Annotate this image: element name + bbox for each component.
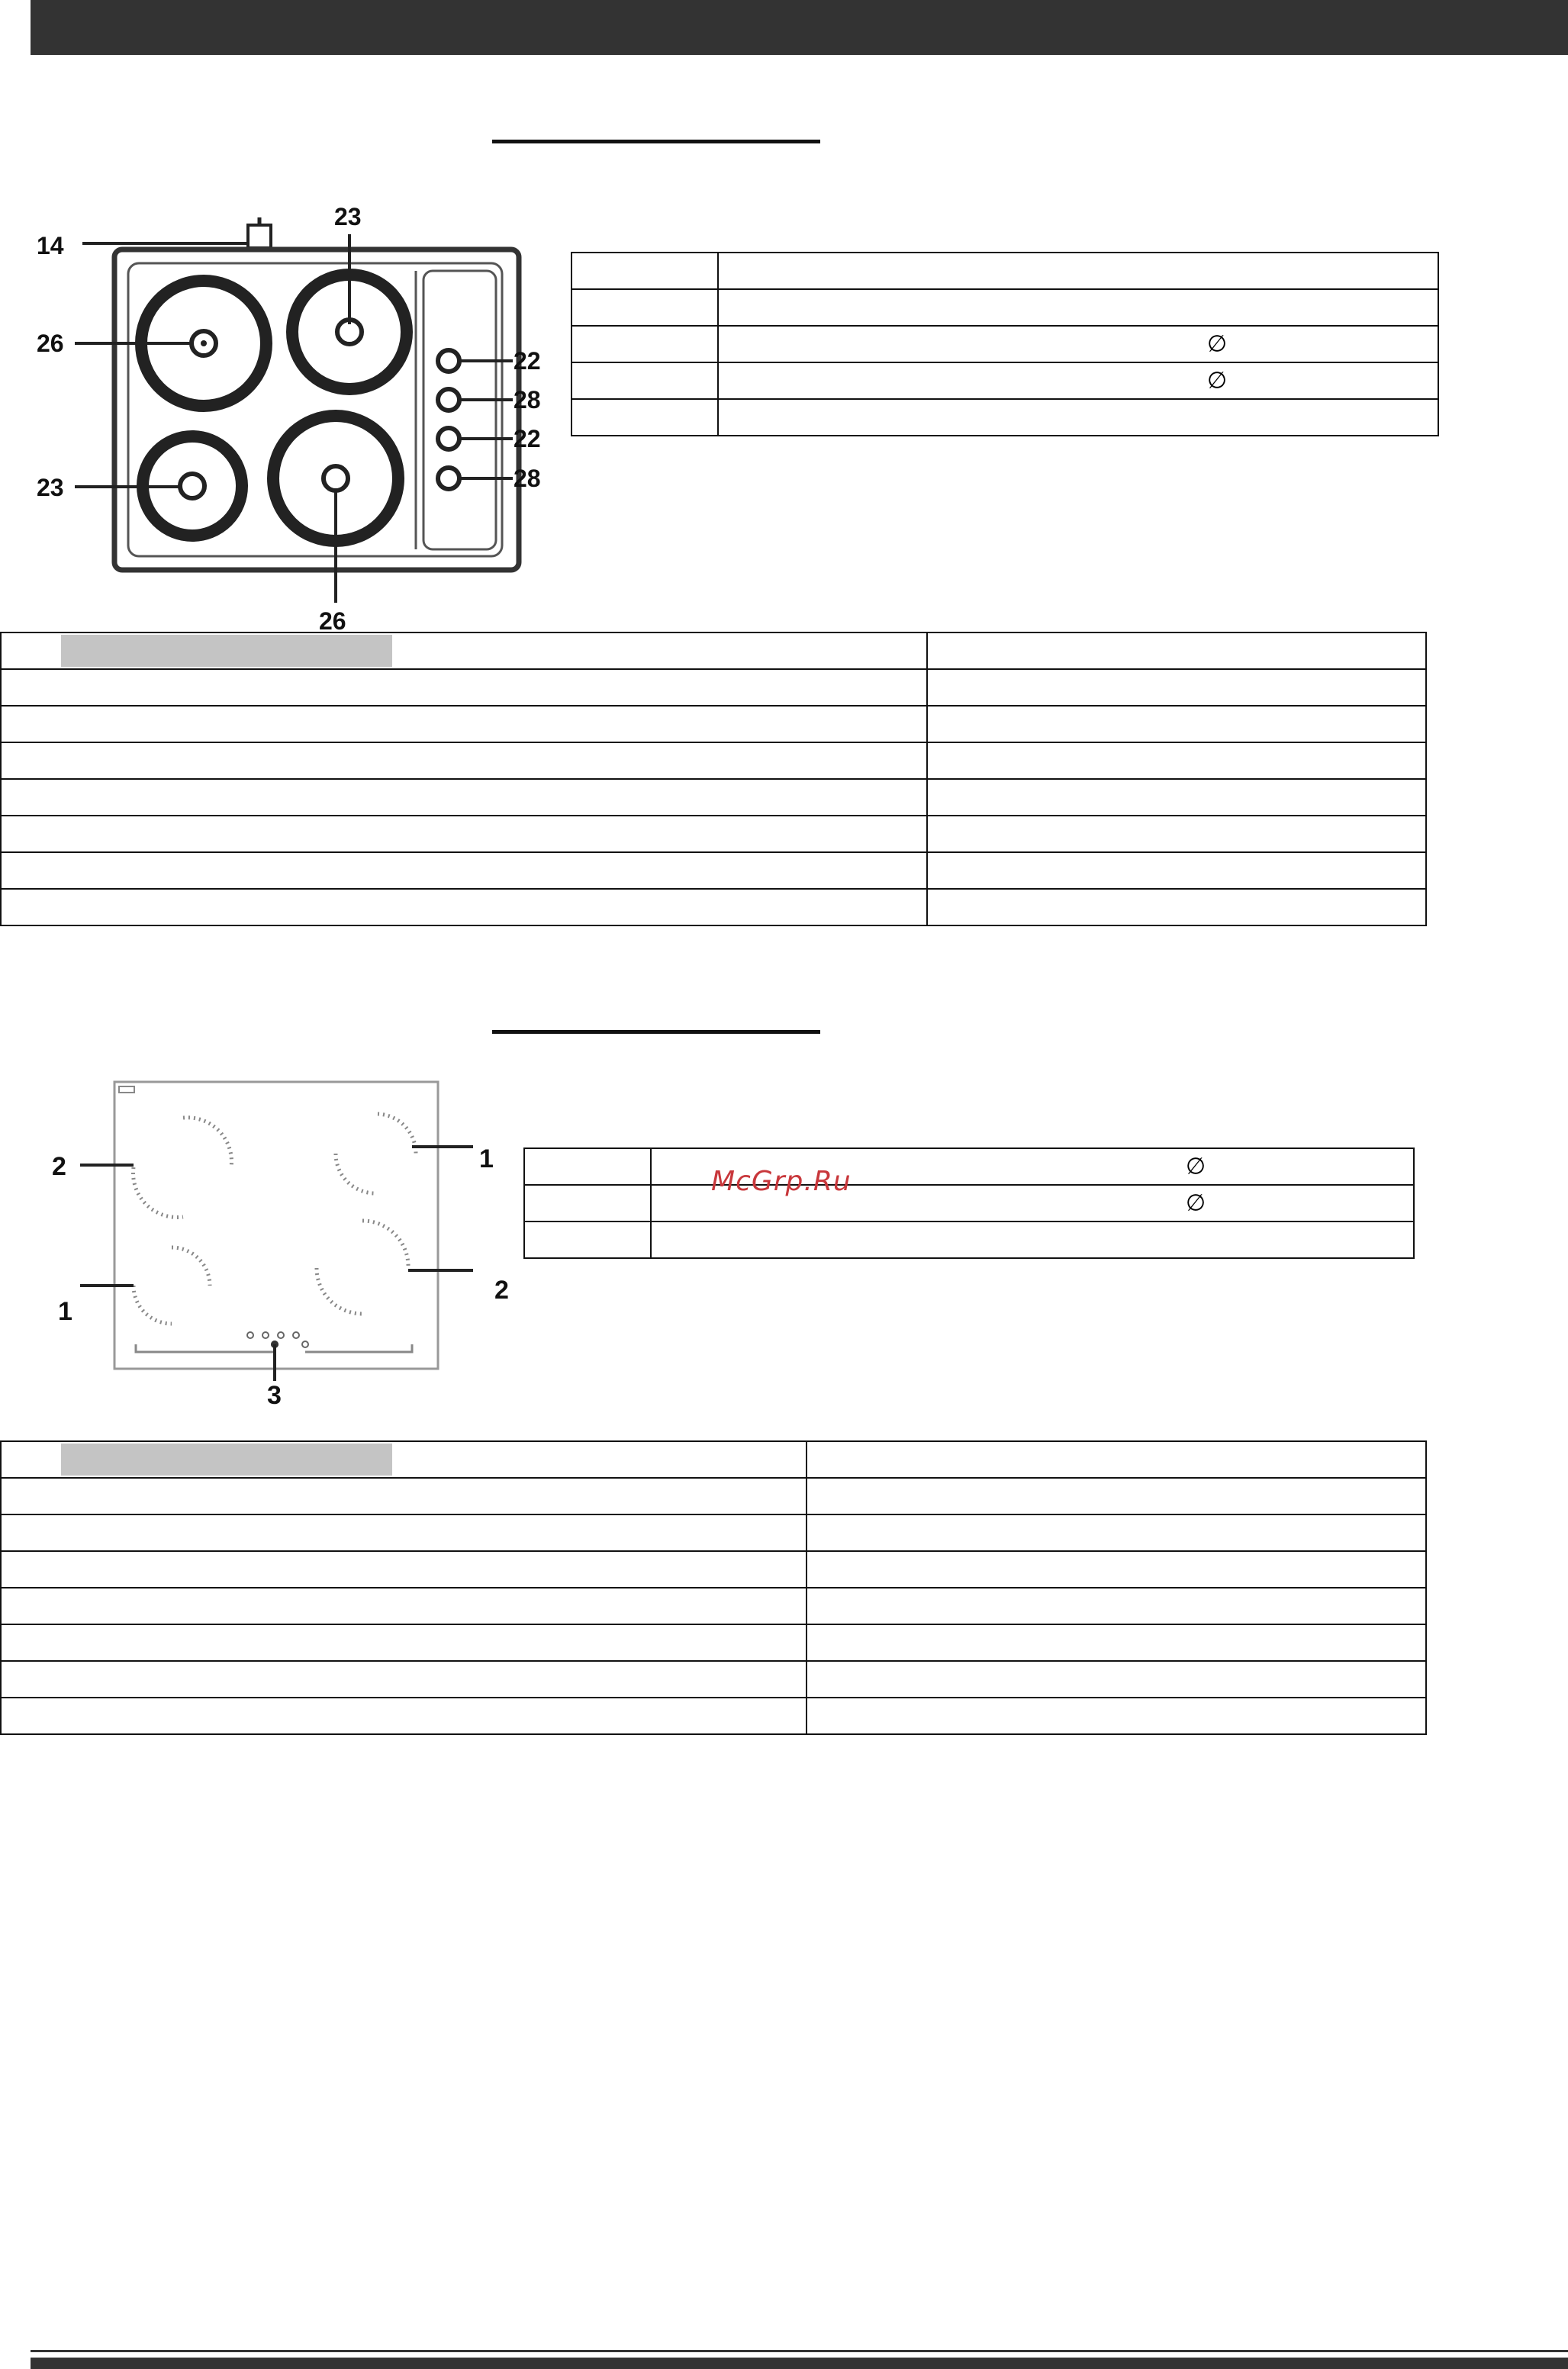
callout-1-bottom: 1 xyxy=(58,1297,72,1326)
callout-28-b: 28 xyxy=(514,465,541,492)
hob-diagram-electric xyxy=(31,195,565,637)
table-row xyxy=(1,669,1426,706)
callout-2-top: 2 xyxy=(52,1152,66,1181)
table-row xyxy=(571,362,1438,399)
callout-28-a: 28 xyxy=(514,386,541,414)
table-row xyxy=(1,1624,1426,1661)
table-row xyxy=(571,253,1438,289)
table-row xyxy=(1,779,1426,816)
section1-spec-table xyxy=(0,632,1427,926)
table-row xyxy=(1,706,1426,742)
control-knobs xyxy=(438,350,459,489)
callout-22-b: 22 xyxy=(514,425,541,452)
footer-bar xyxy=(31,2358,1568,2369)
callout-23-bottom: 23 xyxy=(37,474,64,501)
table-row xyxy=(524,1148,1414,1185)
callout-23-top: 23 xyxy=(334,203,362,230)
table-row xyxy=(524,1222,1414,1258)
header-bar xyxy=(31,0,1568,55)
table-row xyxy=(524,1185,1414,1222)
callout-3: 3 xyxy=(267,1381,282,1410)
callout-1-top: 1 xyxy=(479,1144,494,1173)
diameter-symbol: ∅ xyxy=(1207,330,1228,358)
table-row xyxy=(1,632,1426,669)
table-row xyxy=(1,889,1426,925)
table-row xyxy=(1,852,1426,889)
diameter-symbol: ∅ xyxy=(1186,1189,1206,1217)
footer-rule xyxy=(31,2350,1568,2352)
section2-legend-table xyxy=(523,1147,1415,1259)
cooking-zones xyxy=(134,1114,416,1324)
section2-title-rule xyxy=(492,1030,820,1034)
table-row xyxy=(1,1441,1426,1478)
section2-spec-table xyxy=(0,1440,1427,1735)
callout-22-a: 22 xyxy=(514,347,541,375)
table-row xyxy=(1,742,1426,779)
table-row xyxy=(1,1551,1426,1588)
table-row xyxy=(1,1588,1426,1624)
table-row xyxy=(571,326,1438,362)
hob-diagram-ceramic xyxy=(31,1068,519,1419)
callout-26-bottom: 26 xyxy=(319,607,346,635)
table-row xyxy=(571,399,1438,436)
section1-legend-table xyxy=(571,252,1439,436)
table-row xyxy=(1,1478,1426,1514)
table-row xyxy=(1,1661,1426,1698)
header-shade xyxy=(61,635,392,667)
diameter-symbol: ∅ xyxy=(1207,367,1228,394)
table-row xyxy=(571,289,1438,326)
table-row xyxy=(1,816,1426,852)
callout-26-top: 26 xyxy=(37,330,64,357)
callout-14: 14 xyxy=(37,232,64,259)
connector-icon xyxy=(248,225,271,248)
watermark: McGrp.Ru xyxy=(711,1166,852,1197)
section1-title-rule xyxy=(492,140,820,143)
diameter-symbol: ∅ xyxy=(1186,1153,1206,1180)
header-shade xyxy=(61,1444,392,1476)
table-row xyxy=(1,1514,1426,1551)
table-row xyxy=(1,1698,1426,1734)
callout-2-bottom: 2 xyxy=(494,1276,509,1305)
